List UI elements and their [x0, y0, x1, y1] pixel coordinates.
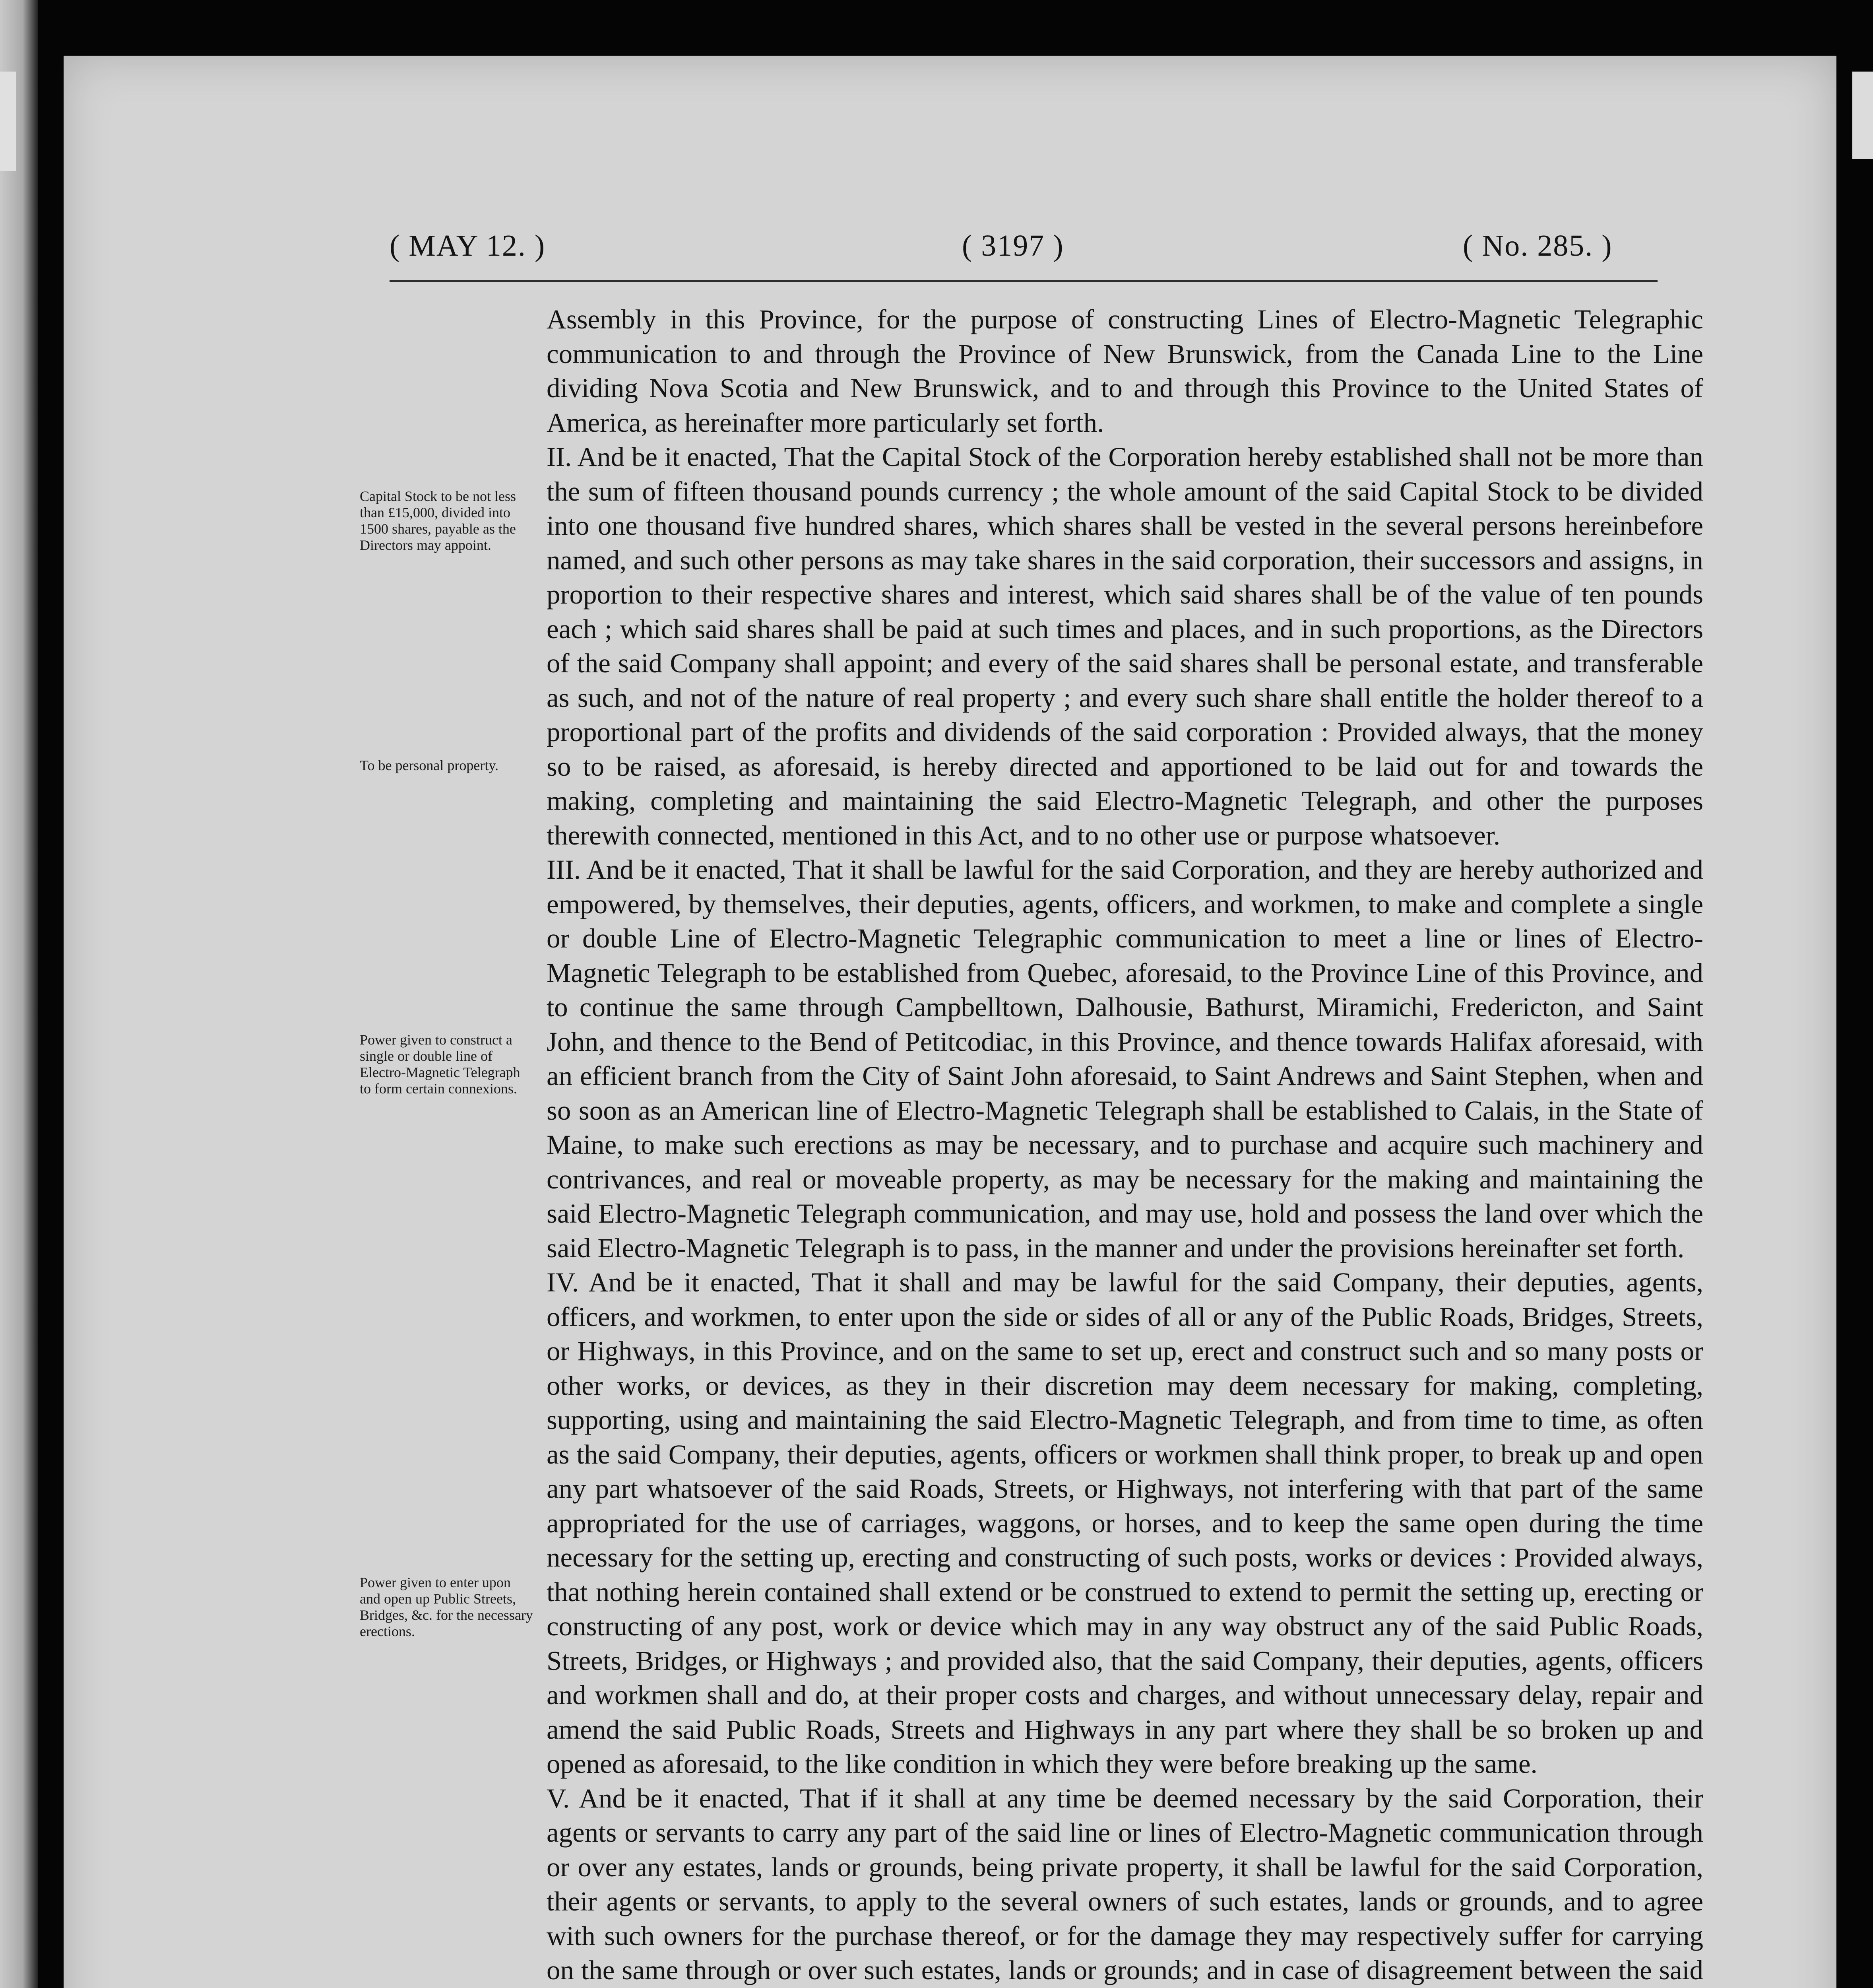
- paragraph-section-5: V. And be it enacted, That if it shall at any time be deemed necessary by the said Corporation, their agents or servants to carry any part of the said line or lines of Electro-Magnetic communication through or over any estates, lands or grounds, being private property, it shall be lawful for the said Corporation, their agents or servants, to apply to the several owners of such estates, lands or grounds, and to agree with such owners for the purchase thereof, or for the damage they may respectively suffer for carrying on the same through or over such estates, lands or grounds; and in case of disagreement between the said: [547, 1783, 1703, 1985]
- header-page-number: ( 3197 ): [962, 229, 1064, 262]
- margin-note-personal-property: To be personal property.: [360, 757, 499, 773]
- scan-left-edge: [0, 0, 38, 1988]
- scan-right-tab: [1852, 72, 1873, 159]
- margin-note-power-enter: Power given to enter upon and open up Public Streets, Bridges, &c. for the necessary erections.: [360, 1574, 533, 1639]
- paragraph-section-3: III. And be it enacted, That it shall be lawful for the said Corporation, and they are hereby authorized and empowered, by themselves, their deputies, agents, officers, and workmen, to make and complete a single or double Line of Electro-Magnetic Telegraphic communication to meet a line or lines of Electro-Magnetic Telegraph to be established from Quebec, aforesaid, to the Province Line of this Province, and to continue the same through Campbelltown, Dalhousie, Bathurst, Miramichi, Fredericton, and Saint John, and thence to the Bend of Petitcodiac, in this Province, and thence towards Halifax aforesaid, with an efficient branch from the City of Saint John aforesaid, to Saint Andrews and Saint Stephen, when and so soon as an American line of Electro-Magnetic Telegraph shall be established to Calais, in the State of Maine, to make such erections as may be necessary, and to purchase and acquire such machinery and contrivances, and real or moveable property, as may be necessary for the making and maintaining the said Electro-Magnetic Telegraph communication, and may use, hold and possess the land over which the said Electro-Magnetic Telegraph is to pass, in the manner and under the provisions hereinafter set forth.: [547, 854, 1703, 1263]
- paragraph-section-2: II. And be it enacted, That the Capital Stock of the Corporation hereby established shall not be more than the sum of fifteen thousand pounds currency ; the whole amount of the said Capital Stock to be divided into one thousand five hundred shares, which shares shall be vested in the several persons hereinbefore named, and such other persons as may take shares in the said corporation, their successors and assigns, in proportion to their respective shares and interest, which said shares shall be of the value of ten pounds each ; which said shares shall be paid at such times and places, and in such proportions, as the Directors of the said Company shall appoint; and every of the said shares shall be personal estate, and transferable as such, and not of the nature of real property ; and every such share shall entitle the holder thereof to a proportional part of the profits and dividends of the said corporation : Provided always, that the money so to be raised, as aforesaid, is hereby directed and apportioned to be laid out for and towards the making, completing and maintaining the said Electro-Magnetic Telegraph, and other the purposes therewith connected, mentioned in this Act, and to no other use or purpose whatsoever.: [547, 442, 1703, 850]
- paragraph-section-4: IV. And be it enacted, That it shall and may be lawful for the said Company, their deputies, agents, officers, and workmen, to enter upon the side or sides of all or any of the Public Roads, Bridges, Streets, or Highways, in this Province, and on the same to set up, erect and construct such and so many posts or other works, or devices, as they in their discretion may deem necessary for making, completing, supporting, using and maintaining the said Electro-Magnetic Telegraph, and from time to time, as often as the said Company, their deputies, agents, officers or workmen shall think proper, to break up and open any part whatsoever of the said Roads, Streets, or Highways, not interfering with that part of the same appropriated for the use of carriages, waggons, or horses, and to keep the same open during the time necessary for the setting up, erecting and constructing of such posts, works or devices : Provided always, that nothing herein contained shall extend or be construed to extend to permit the setting up, erecting or constructing of any post, work or device which may in any way obstruct any of the said Public Roads, Streets, Bridges, or Highways ; and provided also, that the said Company, their deputies, agents, officers and workmen shall and do, at their proper costs and charges, and without unnecessary delay, repair and amend the said Public Roads, Streets and Highways in any part where they shall be so broken up and opened as aforesaid, to the like condition in which they were before breaking up the same.: [547, 1267, 1703, 1779]
- header-act-number: ( No. 285. ): [1463, 229, 1613, 262]
- paragraph-continuation: Assembly in this Province, for the purpose of constructing Lines of Electro-Magnetic Telegraphic communication to and through the Province of New Brunswick, from the Canada Line to the Line dividing Nova Scotia and New Brunswick, and to and through this Province to the United States of America, as hereinafter more particularly set forth.: [547, 304, 1703, 438]
- scan-left-tab: [0, 72, 16, 171]
- header-date: ( MAY 12. ): [390, 229, 546, 262]
- header-rule: [390, 280, 1658, 282]
- margin-note-power-construct: Power given to construct a single or double line of Electro-Magnetic Telegraph to form certain connexions.: [360, 1032, 520, 1097]
- margin-note-capital-stock: Capital Stock to be not less than £15,000, divided into 1500 shares, payable as the Directors may appoint.: [360, 488, 516, 553]
- document-body: [547, 302, 1703, 1988]
